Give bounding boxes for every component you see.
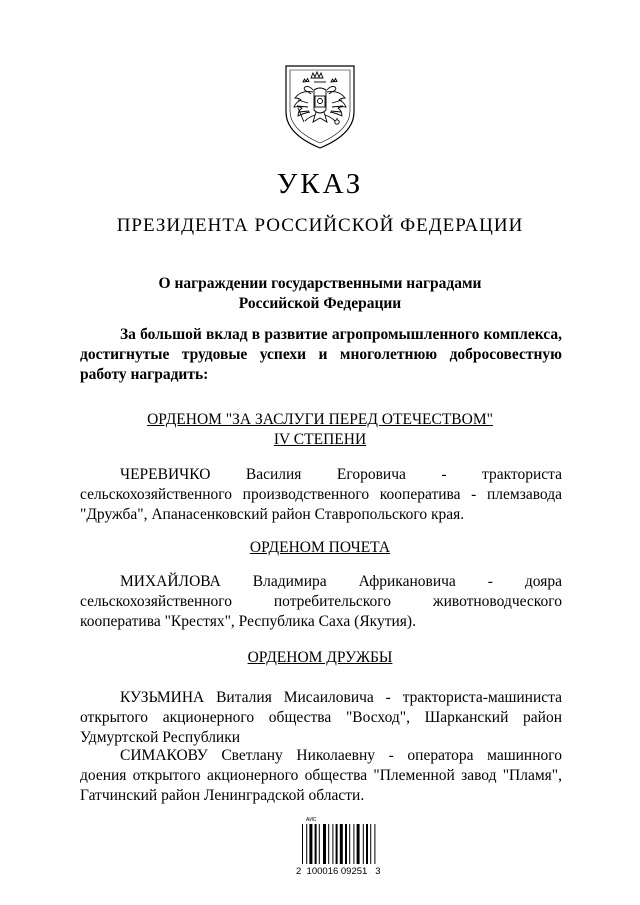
award-title-2-line-1: ОРДЕНОМ ПОЧЕТА — [249, 539, 391, 556]
award-title-2 — [0, 538, 640, 558]
document-subject — [120, 274, 520, 314]
barcode-mark: АИС — [306, 817, 317, 823]
recipient-paragraph: МИХАЙЛОВА Владимира Африкановича - дояра сельскохозяйственного потребительского животноводческого кооператива "Крестях", Республика Саха (Якутия). — [80, 573, 562, 630]
document-issuer: ПРЕЗИДЕНТА РОССИЙСКОЙ ФЕДЕРАЦИИ — [116, 215, 524, 236]
recipient-paragraph: КУЗЬМИНА Виталия Мисаиловича - тракториста-машиниста открытого акционерного общества "Восход", Шарканский район Удмуртской Республики — [80, 689, 562, 746]
award-title-1 — [0, 410, 640, 450]
award-title-3-line-1: ОРДЕНОМ ДРУЖБЫ — [247, 649, 393, 666]
recipient-paragraph: ЧЕРЕВИЧКО Василия Егоровича - тракториста сельскохозяйственного производственного кооператива - племзавода "Дружба", Апанасенковский район Ставропольского края. — [80, 466, 562, 523]
subject-line-1: О награждении государственными наградами — [158, 275, 482, 292]
preamble-paragraph: За большой вклад в развитие агропромышленного комплекса, достигнутые трудовые успехи и многолетнюю добросовестную работу наградить: — [80, 326, 562, 383]
subject-line-2: Российской Федерации — [238, 295, 402, 312]
award-title-1-line-1: ОРДЕНОМ "ЗА ЗАСЛУГИ ПЕРЕД ОТЕЧЕСТВОМ" — [147, 411, 493, 428]
award-title-1-line-2: IV СТЕПЕНИ — [273, 431, 367, 448]
document-title: УКАЗ — [276, 168, 364, 200]
barcode-number: 2 100016 09251 3 — [296, 866, 381, 877]
recipient-paragraph: СИМАКОВУ Светлану Николаевну - оператора машинного доения открытого акционерного общества "Племенной завод "Пламя", Гатчинский район Ленинградской области. — [80, 747, 562, 804]
state-emblem-icon — [280, 60, 360, 152]
award-title-3 — [0, 648, 640, 668]
